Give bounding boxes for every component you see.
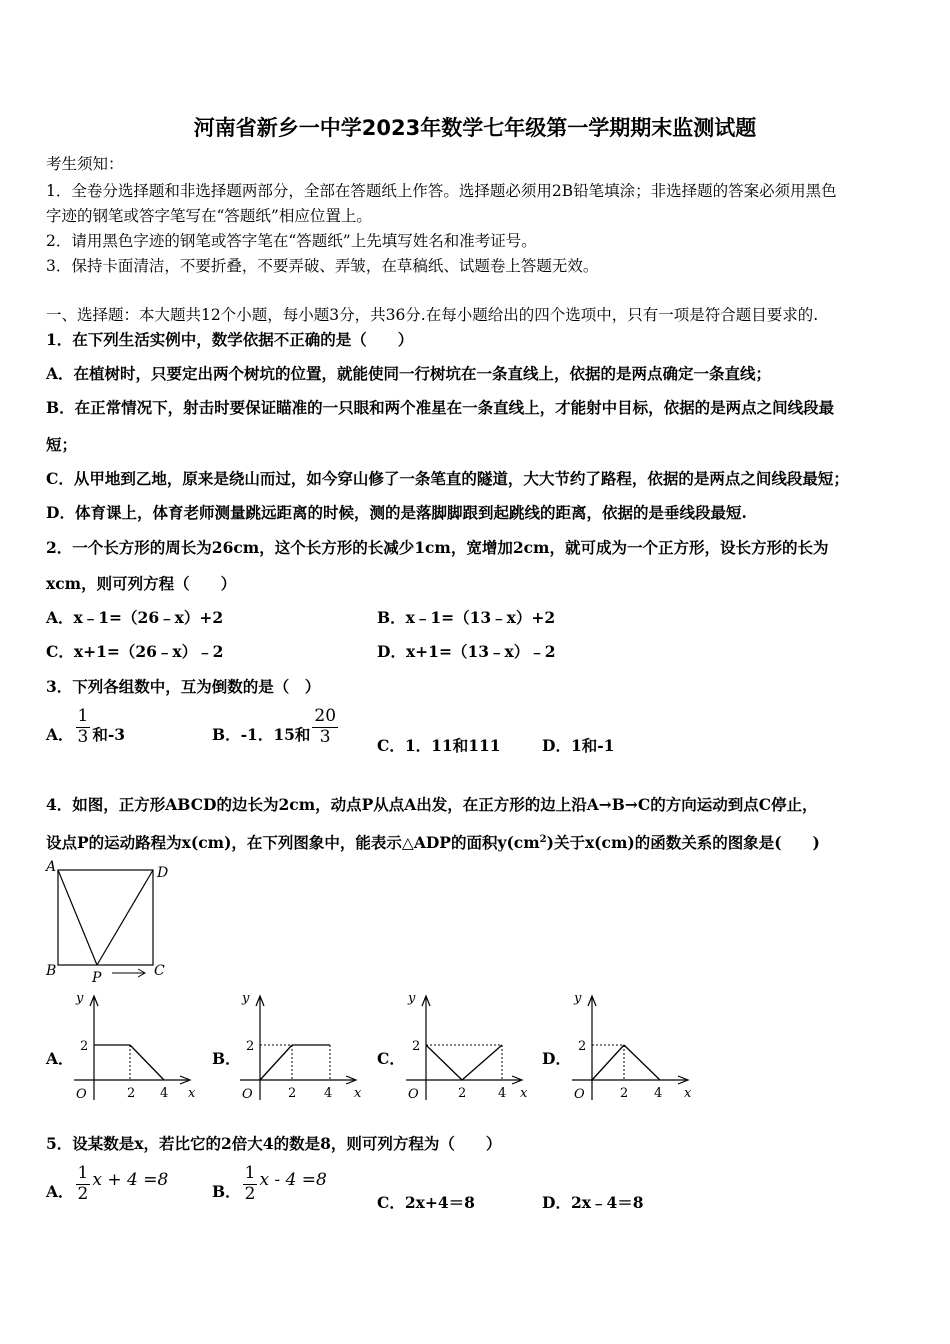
q3-option-d: D．1和-1	[542, 736, 615, 755]
axes	[240, 996, 356, 1100]
q1-option-d: D．体育课上，体育老师测量跳远距离的时候，测的是落脚脚跟到起跳线的距离，依据的是垂线段最短.	[46, 503, 747, 522]
tick-4-x: 4	[654, 1086, 663, 1101]
q4-stem-sup: 2	[539, 833, 547, 845]
label-a: A	[46, 859, 57, 875]
q3-option-a-fraction	[76, 707, 91, 747]
tick-4-x: 4	[160, 1086, 169, 1101]
q3-option-a	[46, 707, 125, 747]
notice-line2: 2．请用黑色字迹的钢笔或答字笔在“答题纸”上先填写姓名和准考证号。	[46, 232, 537, 250]
q5-option-a-fraction	[76, 1164, 91, 1204]
q5-option-a-label: A．	[46, 1182, 74, 1202]
origin-label: O	[242, 1087, 253, 1102]
graph-b	[236, 988, 371, 1108]
x-axis-label: x	[188, 1086, 196, 1101]
section-heading: 一、选择题：本大题共12个小题，每小题3分，共36分.在每小题给出的四个选项中，只有一项是符合题目要求的.	[46, 306, 819, 324]
square-figure	[40, 858, 180, 986]
frac-denominator: 2	[77, 1183, 89, 1204]
label-p: P	[92, 970, 102, 986]
graph-c	[402, 988, 537, 1108]
q3-option-a-label: A．	[46, 725, 74, 745]
graph-line	[624, 1045, 660, 1080]
frac-numerator: 1	[77, 706, 89, 726]
q5-option-b-fraction	[243, 1164, 258, 1204]
notice-heading: 考生须知：	[46, 155, 124, 173]
x-axis-label: x	[684, 1086, 692, 1101]
q1-stem: 1．在下列生活实例中，数学依据不正确的是（ ）	[46, 330, 414, 349]
q5-option-a-equation: x + 4 =8	[92, 1170, 169, 1191]
q4-stem-cont-a: 设点P的运动路程为x(cm)，在下列图象中，能表示△ADP的面积y(cm	[46, 833, 540, 852]
frac-numerator: 20	[314, 706, 337, 726]
segment-dp	[97, 870, 153, 965]
q5-option-b-equation: x - 4 =8	[259, 1170, 327, 1191]
graph-line	[592, 1045, 624, 1080]
q4-option-a-label: A．	[46, 1049, 74, 1068]
q3-option-b	[212, 707, 340, 747]
axes	[572, 996, 688, 1100]
axes	[74, 996, 190, 1100]
label-b: B	[46, 963, 57, 979]
q1-option-b: B．在正常情况下，射击时要保证瞄准的一只眼和两个准星在一条直线上，才能射中目标，依据的是两点之间线段最	[46, 398, 835, 417]
notice-line1-cont: 字迹的钢笔或答字笔写在“答题纸”相应位置上。	[46, 207, 372, 225]
origin-label: O	[408, 1087, 419, 1102]
frac-numerator: 1	[77, 1163, 89, 1183]
q2-stem-cont: xcm，则可列方程（ ）	[46, 574, 237, 593]
tick-2-x: 2	[127, 1086, 136, 1101]
notice-line1: 1．全卷分选择题和非选择题两部分，全部在答题纸上作答。选择题必须用2B铅笔填涂；非选择题的答案必须用黑色	[46, 182, 837, 200]
tick-2-y: 2	[578, 1039, 587, 1054]
q5-option-d: D．2x﹣4＝8	[542, 1193, 644, 1212]
y-axis-label: y	[76, 991, 84, 1006]
frac-denominator: 3	[77, 726, 89, 747]
page-title: 河南省新乡一中学2023年数学七年级第一学期期末监测试题	[193, 116, 757, 140]
q1-option-b-cont: 短；	[46, 435, 78, 454]
graph-line	[426, 1045, 462, 1080]
x-axis-label: x	[354, 1086, 362, 1101]
q3-option-b-label: B．-1．15和	[212, 725, 311, 745]
frac-denominator: 3	[319, 726, 331, 747]
q4-stem: 4．如图，正方形ABCD的边长为2cm，动点P从点A出发，在正方形的边上沿A→B→C的方向运动到点C停止，	[46, 795, 818, 814]
frac-denominator: 2	[244, 1183, 256, 1204]
graph-line	[130, 1045, 164, 1080]
tick-2-y: 2	[412, 1039, 421, 1054]
q5-option-c: C．2x+4＝8	[377, 1193, 475, 1212]
axes	[406, 996, 522, 1100]
q5-option-a	[46, 1164, 168, 1204]
q2-option-a: A．x﹣1=（26﹣x）+2	[46, 608, 224, 627]
q3-option-a-tail: 和-3	[92, 725, 126, 745]
q3-stem: 3．下列各组数中，互为倒数的是（ ）	[46, 677, 321, 696]
q5-option-b-label: B．	[212, 1182, 241, 1202]
q5-option-b	[212, 1164, 327, 1204]
y-axis-label: y	[574, 991, 582, 1006]
q4-stem-cont	[46, 831, 820, 853]
q3-option-c: C．1．11和111	[377, 736, 501, 755]
graph-d	[568, 988, 703, 1108]
tick-2-x: 2	[458, 1086, 467, 1101]
origin-label: O	[574, 1087, 585, 1102]
tick-4-x: 4	[498, 1086, 507, 1101]
q2-option-b: B．x﹣1=（13﹣x）+2	[377, 608, 556, 627]
q4-option-d-label: D．	[542, 1049, 571, 1068]
x-axis-label: x	[520, 1086, 528, 1101]
frac-numerator: 1	[244, 1163, 256, 1183]
q5-stem: 5．设某数是x，若比它的2倍大4的数是8，则可列方程为（ ）	[46, 1134, 502, 1153]
segment-ap	[58, 870, 97, 965]
graph-line	[462, 1045, 502, 1080]
label-d: D	[157, 865, 169, 881]
q4-option-b-label: B．	[212, 1049, 241, 1068]
graph-a	[70, 988, 205, 1108]
tick-2-y: 2	[80, 1039, 89, 1054]
notice-line3: 3．保持卡面清洁，不要折叠，不要弄破、弄皱，在草稿纸、试题卷上答题无效。	[46, 257, 599, 275]
tick-4-x: 4	[324, 1086, 333, 1101]
tick-2-y: 2	[246, 1039, 255, 1054]
origin-label: O	[76, 1087, 87, 1102]
q2-option-c: C．x+1=（26﹣x）﹣2	[46, 642, 224, 661]
graph-line	[260, 1045, 292, 1080]
q4-option-c-label: C．	[377, 1049, 405, 1068]
q1-option-a: A．在植树时，只要定出两个树坑的位置，就能使同一行树坑在一条直线上，依据的是两点确定一条直线；	[46, 364, 772, 383]
q1-option-c: C．从甲地到乙地，原来是绕山而过，如今穿山修了一条笔直的隧道，大大节约了路程，依据的是两点之间线段最短；	[46, 469, 849, 488]
y-axis-label: y	[242, 991, 250, 1006]
y-axis-label: y	[408, 991, 416, 1006]
tick-2-x: 2	[620, 1086, 629, 1101]
label-c: C	[154, 963, 165, 979]
q4-stem-cont-b: )关于x(cm)的函数关系的图象是( )	[546, 833, 820, 852]
q3-option-b-fraction	[312, 707, 338, 747]
q2-option-d: D．x+1=（13﹣x）﹣2	[377, 642, 556, 661]
q2-stem: 2．一个长方形的周长为26cm，这个长方形的长减少1cm，宽增加2cm，就可成为一个正方形，设长方形的长为	[46, 538, 829, 557]
tick-2-x: 2	[288, 1086, 297, 1101]
